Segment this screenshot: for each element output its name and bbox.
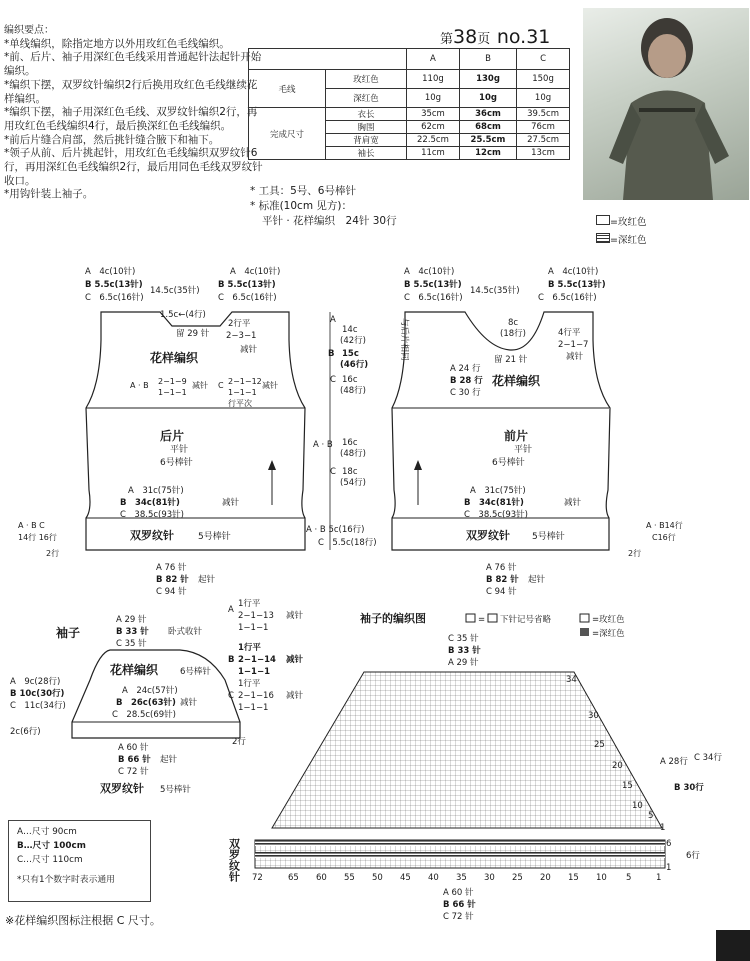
svg-text:平针: 平针: [170, 445, 189, 455]
light-swatch: [596, 215, 610, 225]
svg-text:2行: 2行: [232, 737, 246, 747]
svg-text:C 94 针: C 94 针: [156, 587, 187, 597]
svg-text:减针: 减针: [240, 345, 258, 355]
svg-text:(54行): (54行): [340, 478, 366, 488]
svg-text:减针: 减针: [566, 352, 584, 362]
svg-text:A 28行: A 28行: [660, 757, 688, 767]
note-item: *前、后片、袖子用深红色毛线采用普通起针法起针开始编织。: [4, 51, 262, 78]
yarn-group-label: 毛线: [249, 70, 326, 108]
svg-text:A 24 行: A 24 行: [450, 364, 481, 374]
svg-text:8c: 8c: [508, 318, 519, 328]
svg-text:下针记号省略: 下针记号省略: [500, 615, 552, 625]
svg-text:A 76 针: A 76 针: [156, 563, 187, 573]
svg-text:A 60 针: A 60 针: [443, 888, 474, 898]
svg-text:花样编织: 花样编织: [492, 374, 541, 388]
note-item: *编织下摆，袖子用深红色毛线、双罗纹针编织2行，再用玫红色毛线编织4行，最后换深红色毛线编织。: [4, 106, 258, 132]
svg-text:减针: 减针: [222, 498, 240, 508]
svg-text:C 72 针: C 72 针: [443, 912, 474, 922]
svg-text:C 6.5c(16针): C 6.5c(16针): [538, 293, 597, 303]
svg-text:B 33 针: B 33 针: [448, 646, 481, 656]
svg-text:C 6.5c(16针): C 6.5c(16针): [85, 293, 144, 303]
middle-measurements: [306, 312, 377, 550]
svg-text:A 9c(28行): A 9c(28行): [10, 677, 61, 687]
note-item: *领子从前、后片挑起针，用玫红色毛线编织双罗纹针6行，再用深红色毛线编织2行，最后用同色毛线双罗纹针收口。: [4, 147, 263, 187]
svg-text:C16行: C16行: [652, 533, 676, 542]
svg-text:2−1−16: 2−1−16: [238, 691, 274, 701]
svg-text:1行平: 1行平: [238, 599, 261, 609]
svg-text:C 72 针: C 72 针: [118, 767, 149, 777]
svg-text:花样编织: 花样编织: [150, 351, 199, 365]
svg-text:10: 10: [632, 801, 643, 811]
svg-text:30: 30: [588, 711, 599, 721]
svg-text:(18行): (18行): [500, 329, 526, 339]
svg-text:1−1−1: 1−1−1: [228, 388, 257, 397]
svg-text:=玫红色: =玫红色: [592, 615, 625, 625]
svg-text:15: 15: [622, 781, 633, 791]
svg-text:起针: 起针: [528, 575, 546, 585]
svg-text:双罗纹针: 双罗纹针: [466, 529, 510, 542]
svg-text:1: 1: [656, 873, 662, 883]
svg-text:2c(6行): 2c(6行): [10, 727, 41, 737]
materials-table: A B C 毛线 玫红色 110g 130g 150g 深红色 10g 10g 10g 完成尺寸 衣长 35cm 36cm 39.5cm 胸围 62cm 68cm 76cm 背肩宽 22.5cm 25.5cm 27.5cm 袖长 11cm 12cm 13cm: [248, 48, 570, 160]
svg-text:C: C: [330, 467, 336, 477]
svg-text:B 34c(81针): B 34c(81针): [120, 498, 180, 508]
svg-text:花样编织: 花样编织: [110, 663, 159, 677]
svg-text:C 11c(34行): C 11c(34行): [10, 701, 66, 711]
svg-text:B: B: [328, 349, 335, 359]
note-item: *用钩针装上袖子。: [4, 188, 94, 201]
svg-text:16c: 16c: [342, 438, 358, 448]
svg-text:B 5.5c(13针): B 5.5c(13针): [404, 280, 462, 290]
svg-text:卧式收针: 卧式收针: [168, 627, 203, 637]
svg-text:C 30 行: C 30 行: [450, 388, 481, 398]
svg-text:B 30行: B 30行: [674, 783, 704, 793]
svg-text:1−1−1: 1−1−1: [238, 623, 269, 633]
svg-text:双罗纹针: 双罗纹针: [100, 782, 144, 795]
svg-text:5号棒针: 5号棒针: [532, 532, 565, 542]
svg-text:减针: 减针: [180, 698, 198, 708]
svg-text:袖子: 袖子: [56, 626, 81, 640]
svg-text:6号棒针: 6号棒针: [160, 458, 193, 468]
svg-text:C 94 针: C 94 针: [486, 587, 517, 597]
svg-text:A · B14行: A · B14行: [646, 521, 683, 530]
svg-text:A 31c(75针): A 31c(75针): [470, 486, 526, 496]
svg-text:2−1−13: 2−1−13: [238, 611, 274, 621]
svg-text:A 29 针: A 29 针: [116, 615, 147, 625]
svg-text:6行: 6行: [686, 851, 700, 861]
svg-text:B: B: [228, 655, 235, 665]
svg-text:34: 34: [566, 675, 577, 685]
svg-text:B 34c(81针): B 34c(81针): [464, 498, 524, 508]
size-legend: A…尺寸 90cm B…尺寸 100cm C…尺寸 110cm *只有1个数字时表示通用: [8, 820, 151, 902]
svg-text:C 6.5c(16针): C 6.5c(16针): [218, 293, 277, 303]
svg-text:B 28 行: B 28 行: [450, 376, 483, 386]
svg-text:5: 5: [626, 873, 632, 883]
svg-text:双罗纹针: 双罗纹针: [227, 838, 241, 882]
svg-text:B 5.5c(13针): B 5.5c(13针): [548, 280, 606, 290]
svg-text:袖子的编织图: 袖子的编织图: [360, 612, 426, 625]
svg-text:2行平: 2行平: [228, 319, 251, 329]
svg-text:起针: 起针: [198, 575, 216, 585]
svg-text:2行: 2行: [628, 549, 642, 558]
svg-text:C 38.5c(93针): C 38.5c(93针): [464, 510, 528, 520]
sleeve-diagram: [10, 598, 304, 795]
svg-text:20: 20: [612, 761, 623, 771]
svg-text:A 29 针: A 29 针: [448, 658, 479, 668]
svg-text:起针: 起针: [160, 755, 178, 765]
svg-text:30: 30: [484, 873, 495, 883]
dark-swatch: [596, 233, 610, 243]
svg-text:5号棒针: 5号棒针: [198, 532, 231, 542]
svg-text:减针: 减针: [564, 498, 582, 508]
back-piece-diagram: [18, 266, 305, 597]
page-title: 第38页 no.31: [440, 26, 551, 48]
svg-text:1−1−1: 1−1−1: [158, 388, 187, 397]
svg-text:=深红色: =深红色: [592, 629, 625, 639]
svg-text:6号棒针: 6号棒针: [180, 667, 211, 677]
svg-text:行平次: 行平次: [228, 399, 252, 408]
svg-text:减针: 减针: [286, 691, 304, 701]
svg-text:35: 35: [456, 873, 467, 883]
svg-text:B 5.5c(13针): B 5.5c(13针): [218, 280, 276, 290]
svg-text:C 35 针: C 35 针: [116, 639, 147, 649]
svg-text:(48行): (48行): [340, 449, 366, 459]
svg-text:A: A: [228, 605, 234, 615]
svg-text:C 5.5c(18行): C 5.5c(18行): [318, 538, 377, 548]
note-item: *编织下摆，双罗纹针编织2行后换用玫红色毛线继续花样编织。: [4, 78, 258, 105]
svg-text:2−1−9: 2−1−9: [158, 377, 187, 386]
svg-text:A 4c(10针): A 4c(10针): [404, 267, 455, 277]
svg-text:5: 5: [648, 811, 654, 821]
svg-text:10: 10: [596, 873, 607, 883]
svg-text:减针: 减针: [262, 381, 278, 390]
svg-text:留 29 针: 留 29 针: [176, 329, 210, 339]
knitting-notes: [4, 24, 266, 202]
color-key: =玫红色 =深红色: [596, 214, 646, 246]
svg-text:A · B 5c(16行): A · B 5c(16行): [306, 525, 365, 535]
tools-info: * 工具：5号、6号棒针 * 标准(10cm 见方)： 平针 · 花样编织 24针 30行: [250, 185, 397, 227]
svg-text:A 4c(10针): A 4c(10针): [85, 267, 136, 277]
svg-text:18c: 18c: [342, 467, 358, 477]
svg-text:留 21 针: 留 21 针: [494, 355, 528, 365]
svg-text:C 34行: C 34行: [694, 753, 722, 763]
svg-text:1.5c←(4行): 1.5c←(4行): [160, 310, 206, 320]
sleeve-chart: [228, 611, 723, 883]
svg-text:A · B C: A · B C: [18, 521, 45, 530]
svg-text:A · B: A · B: [313, 440, 333, 450]
svg-text:1行平: 1行平: [238, 679, 261, 689]
svg-text:2−3−1: 2−3−1: [226, 331, 257, 341]
child-figure-image: [583, 8, 749, 200]
svg-text:25: 25: [512, 873, 523, 883]
front-piece-diagram: [392, 266, 683, 597]
footnote: ※花样编织图标注根据 C 尺寸。: [5, 914, 161, 927]
svg-text:6号棒针: 6号棒针: [492, 458, 525, 468]
svg-text:后片: 后片: [160, 429, 185, 443]
svg-text:2−1−12: 2−1−12: [228, 377, 262, 386]
svg-text:50: 50: [372, 873, 383, 883]
svg-text:减针: 减针: [286, 655, 304, 665]
svg-text:65: 65: [288, 873, 299, 883]
svg-text:20: 20: [540, 873, 551, 883]
svg-text:C 6.5c(16针): C 6.5c(16针): [404, 293, 463, 303]
svg-text:2−1−7: 2−1−7: [558, 340, 589, 350]
svg-text:B 33 针: B 33 针: [116, 627, 149, 637]
svg-text:(42行): (42行): [340, 336, 366, 346]
chart-bottom-axis: [252, 873, 661, 883]
svg-text:减针: 减针: [286, 611, 304, 621]
svg-text:=: =: [478, 615, 486, 625]
svg-text:A 24c(57针): A 24c(57针): [122, 686, 178, 696]
svg-text:C: C: [330, 375, 336, 385]
svg-text:减针: 减针: [192, 381, 208, 390]
svg-text:C 38.5c(93针): C 38.5c(93针): [120, 510, 184, 520]
svg-text:25: 25: [594, 740, 605, 750]
svg-text:双罗纹针: 双罗纹针: [130, 529, 174, 542]
size-group-label: 完成尺寸: [249, 108, 326, 160]
svg-text:与后片相同: 与后片相同: [399, 318, 409, 361]
model-photo: [583, 8, 749, 200]
svg-text:平针: 平针: [514, 445, 533, 455]
note-item: *单线编织，除指定地方以外用玫红色毛线编织。: [4, 37, 230, 50]
svg-text:1: 1: [666, 863, 672, 873]
svg-text:C 35 针: C 35 针: [448, 634, 479, 644]
svg-text:B 5.5c(13针): B 5.5c(13针): [85, 280, 143, 290]
svg-text:A: A: [330, 315, 336, 325]
svg-text:前片: 前片: [504, 429, 529, 443]
svg-text:15c: 15c: [342, 349, 359, 359]
svg-text:C: C: [228, 691, 234, 701]
svg-text:16c: 16c: [342, 375, 358, 385]
svg-text:1−1−1: 1−1−1: [238, 667, 270, 677]
svg-text:C: C: [218, 381, 224, 390]
svg-text:B 82 针: B 82 针: [156, 575, 189, 585]
svg-text:A · B: A · B: [130, 381, 149, 390]
chart-bottom-widths: [255, 884, 665, 924]
svg-text:14行 16行: 14行 16行: [18, 533, 57, 542]
svg-text:B 66 针: B 66 针: [118, 755, 151, 765]
page-number-block: [716, 930, 750, 961]
svg-text:15: 15: [568, 873, 579, 883]
svg-text:A 4c(10针): A 4c(10针): [548, 267, 599, 277]
svg-text:A 76 针: A 76 针: [486, 563, 517, 573]
svg-text:60: 60: [316, 873, 327, 883]
svg-text:(48行): (48行): [340, 386, 366, 396]
svg-text:14.5c(35针): 14.5c(35针): [150, 286, 200, 296]
svg-text:45: 45: [400, 873, 411, 883]
svg-text:14c: 14c: [342, 325, 358, 335]
note-item: *前后片缝合肩部，然后挑针缝合腋下和袖下。: [4, 133, 220, 146]
svg-text:55: 55: [344, 873, 355, 883]
svg-text:6: 6: [666, 839, 672, 849]
svg-text:1行平: 1行平: [238, 643, 261, 653]
svg-text:14.5c(35针): 14.5c(35针): [470, 286, 520, 296]
svg-text:A 60 针: A 60 针: [118, 743, 149, 753]
svg-text:B 66 针: B 66 针: [443, 900, 476, 910]
svg-text:72: 72: [252, 873, 263, 883]
svg-text:(46行): (46行): [340, 360, 369, 370]
svg-text:A 31c(75针): A 31c(75针): [128, 486, 184, 496]
svg-text:1−1−1: 1−1−1: [238, 703, 269, 713]
svg-text:B 26c(63针): B 26c(63针): [116, 698, 176, 708]
svg-text:1: 1: [660, 823, 666, 833]
svg-text:B 82 针: B 82 针: [486, 575, 519, 585]
svg-text:C 28.5c(69针): C 28.5c(69针): [112, 710, 176, 720]
svg-text:40: 40: [428, 873, 439, 883]
svg-text:2行: 2行: [46, 549, 60, 558]
notes-heading: 编织要点：: [4, 25, 54, 36]
svg-text:4行平: 4行平: [558, 328, 581, 338]
svg-text:2−1−14: 2−1−14: [238, 655, 276, 665]
svg-text:B 10c(30行): B 10c(30行): [10, 689, 65, 699]
svg-text:A 4c(10针): A 4c(10针): [230, 267, 281, 277]
svg-text:5号棒针: 5号棒针: [160, 785, 191, 795]
